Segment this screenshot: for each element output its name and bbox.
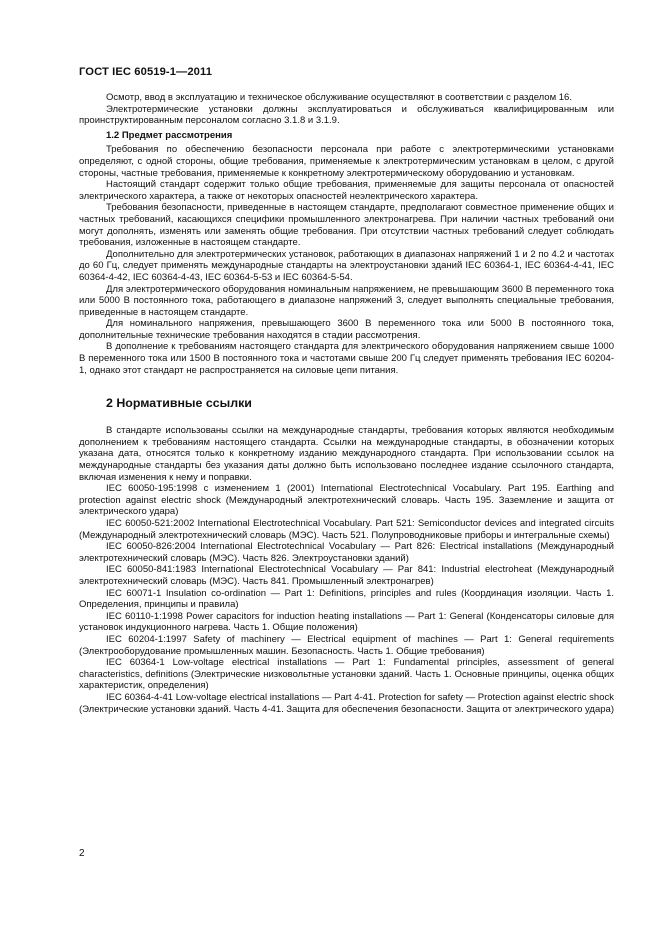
paragraph: Электротермические установки должны эксплуатироваться и обслуживаться квалифицированным или проинструктированным персоналом согласно 3.1.8 и 3.1.9.: [79, 103, 614, 127]
paragraph: В дополнение к требованиям настоящего стандарта для электрического оборудования напряжением свыше 1000 В переменного тока или 1500 В постоянного тока и частотами свыше 200 Гц следует применять требования IEC 60204-1, однако этот стандарт не распространяется на силовые цепи питания.: [79, 341, 614, 376]
reference-item: IEC 60110-1:1998 Power capacitors for induction heating installations — Part 1: General (Конденсаторы силовые для установок индукционного нагрева. Часть 1. Общие положения): [79, 610, 614, 634]
paragraph: Дополнительно для электротермических установок, работающих в диапазонах напряжений 1 и 2 по 4.2 и частотах до 60 Гц, следует применять международные стандарты на электроустановки зданий IEC 60364-1, IEC 60364-4-41, IEC 60364-4-42, IEC 60364-4-43, IEC 60364-5-53 и IEC 60364-5-54.: [79, 248, 614, 283]
reference-item: IEC 60071-1 Insulation co-ordination — Part 1: Definitions, principles and rules (Координация изоляции. Часть 1. Определения, принципы и правила): [79, 587, 614, 611]
subsection-heading: 1.2 Предмет рассмотрения: [106, 129, 233, 141]
page-number: 2: [79, 848, 85, 859]
paragraph: Настоящий стандарт содержит только общие требования, применяемые для защиты персонала от опасностей электрического характера, а также от некоторых опасностей неэлектрического характера.: [79, 179, 614, 202]
document-body: [79, 92, 614, 715]
paragraph: Для электротермического оборудования номинальным напряжением, не превышающим 3600 В переменного тока или 5000 В постоянного тока, работающего в диапазоне напряжений 3, следует выполнять специальные требования, приведенные в настоящем стандарте.: [79, 283, 614, 318]
paragraph: В стандарте использованы ссылки на международные стандарты, требования которых являются необходимым дополнением к требованиям настоящего стандарта. Ссылки на международные стандарты, в обозначении которых указана дата, относятся только к конкретному изданию международного стандарта. При использовании ссылок на международные стандарты без указания даты должно быть использовано последнее издание ссылочного стандарта, включая изменения к нему и поправки.: [79, 425, 614, 483]
reference-item: IEC 60204-1:1997 Safety of machinery — Electrical equipment of machines — Part 1: General requirements (Электрооборудование промышленных машин. Безопасность. Часть 1. Общие требования): [79, 633, 614, 657]
reference-item: IEC 60050-841:1983 International Electrotechnical Vocabulary — Par 841: Industrial electroheat (Международный электротехнический словарь (МЭС). Часть 841. Промышленный электронагрев): [79, 564, 614, 587]
section-heading: 2 Нормативные ссылки: [106, 396, 252, 411]
paragraph: Осмотр, ввод в эксплуатацию и техническое обслуживание осуществляют в соответствии с разделом 16.: [106, 92, 572, 103]
reference-item: IEC 60364-1 Low-voltage electrical installations — Part 1: Fundamental principles, assessment of general characteristics, definitions (Электрические низковольтные установки зданий. Часть 1. Основные принципы, оценка общих характеристик, определения): [79, 657, 614, 692]
paragraph: Требования по обеспечению безопасности персонала при работе с электротермическими установками определяют, с одной стороны, общие требования, применяемые к электротермическим установкам в целом, с другой стороны, частные требования, применяемые к конкретному электротермическому оборудованию и установкам.: [79, 144, 614, 179]
paragraph: Для номинального напряжения, превышающего 3600 В переменного тока или 5000 В постоянного тока, дополнительные технические требования находятся в стадии рассмотрения.: [79, 318, 614, 341]
reference-item: IEC 60050-521:2002 International Electrotechnical Vocabulary. Part 521: Semiconductor devices and integrated circuits (Международный электротехнический словарь (МЭС). Часть 521. Полупроводниковые приборы и интегральные схемы): [79, 518, 614, 541]
reference-item: IEC 60050-195:1998 с изменением 1 (2001) International Electrotechnical Vocabulary. Part 195. Earthing and protection against electric shock (Международный электротехнический словарь. Часть 195. Заземление и защита от электрического удара): [79, 483, 614, 518]
paragraph: Требования безопасности, приведенные в настоящем стандарте, предполагают совместное применение общих и частных требований, касающихся специфики промышленного электронагрева. При наличии частных требований они могут дополнять, изменять или заменять общие требования. При отсутствии частных требований следует соблюдать требования, изложенные в настоящем стандарте.: [79, 202, 614, 249]
reference-item: IEC 60050-826:2004 International Electrotechnical Vocabulary — Part 826: Electrical installations (Международный электротехнический словарь (МЭС). Часть 826. Электроустановки зданий): [79, 541, 614, 564]
reference-item: IEC 60364-4-41 Low-voltage electrical installations — Part 4-41. Protection for safety — Protection against electric shock (Электрические установки зданий. Часть 4-41. Защита для обеспечения безопасности. Защита от электрического удара): [79, 691, 614, 715]
standard-title: ГОСТ IEC 60519-1—2011: [79, 66, 213, 78]
